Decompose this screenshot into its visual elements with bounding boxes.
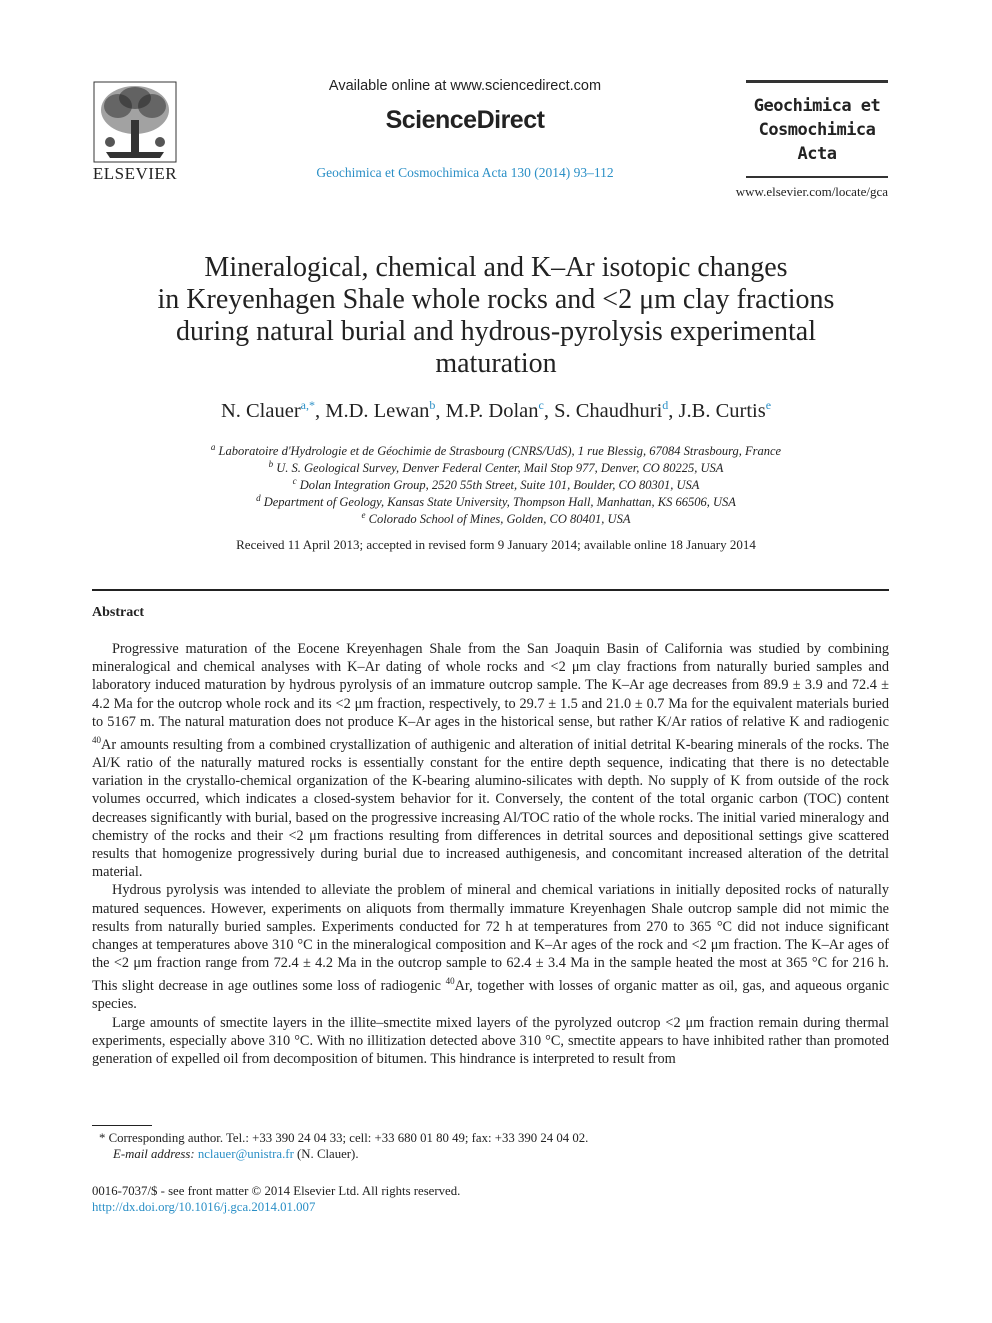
affiliation-marker: d [256, 492, 261, 503]
journal-url[interactable]: www.elsevier.com/locate/gca [735, 184, 888, 199]
affiliation-text: Colorado School of Mines, Golden, CO 80401, USA [368, 512, 631, 526]
affiliation-item [80, 511, 912, 528]
title-line: maturation [435, 348, 557, 379]
affiliation-list [80, 443, 912, 528]
email-note [113, 1147, 813, 1162]
issn-copyright: 0016-7037/$ - see front matter © 2014 Elsevier Ltd. All rights reserved. [92, 1184, 461, 1198]
affiliation-item [80, 494, 912, 511]
author-name: N. Clauer [220, 400, 301, 422]
email-label: E-mail address: [113, 1147, 195, 1161]
isotope-superscript: 40 [445, 976, 455, 987]
affiliation-marker: a [210, 441, 216, 452]
author-name: M.P. Dolan [445, 400, 539, 422]
author-affiliation-link[interactable]: b [429, 398, 436, 413]
affiliation-item [80, 460, 912, 477]
sciencedirect-logo[interactable]: ScienceDirect [385, 106, 545, 134]
affiliation-item [80, 443, 912, 460]
doi-link[interactable]: http://dx.doi.org/10.1016/j.gca.2014.01.007 [92, 1200, 316, 1214]
article-title [100, 252, 892, 380]
affiliation-text: Dolan Integration Group, 2520 55th Street, Suite 101, Boulder, CO 80301, USA [299, 478, 700, 492]
email-link[interactable]: nclauer@unistra.fr [197, 1147, 294, 1161]
affiliation-marker: b [268, 458, 274, 469]
title-line: during natural burial and hydrous-pyrolysis experimental [176, 316, 816, 347]
affiliation-text: Department of Geology, Kansas State University, Thompson Hall, Manhattan, KS 66506, USA [263, 495, 736, 509]
elsevier-logo [86, 80, 184, 184]
author-separator: , [435, 400, 446, 422]
journal-box-bottom-rule [746, 176, 888, 178]
abstract-paragraph: Hydrous pyrolysis was intended to alleviate the problem of mineral and chemical variations in initially deposited rocks of naturally matured sequences. However, experiments on aliquots from thermally immature Kreyenhagen Shale outcrop sample did not mimic the results from naturally buried samples. Experiments conducted for 72 h at temperatures from 270 to 365 °C did not induce significant changes at temperatures above 310 °C in the mineralogical composition and K–Ar ages of the rock and <2 μm fraction. The K–Ar ages of the <2 μm fraction range from 72.4 ± 4.2 Ma in the outcrop sample to 62.4 ± 3.4 Ma in the sample heated the most at 365 °C for 216 h. This slight decrease in age outlines some loss of radiogenic $^{40}$Ar, together with losses of organic matter as oil, gas, and aqueous organic species. [92, 882, 889, 1013]
author-name: S. Chaudhuri [554, 400, 663, 422]
publisher-name: ELSEVIER [92, 164, 178, 183]
affiliation-text: Laboratoire d'Hydrologie et de Géochimie de Strasbourg (CNRS/UdS), 1 rue Blessig, 67084 Strasbourg, France [218, 444, 782, 458]
abstract-paragraph: Progressive maturation of the Eocene Kreyenhagen Shale from the San Joaquin Basin of California was studied by combining mineralogical and chemical analyses with K–Ar dating of whole rocks and <2 μm clay fractions from naturally buried samples and laboratory induced maturation by hydrous pyrolysis of an immature outcrop sample. The K–Ar age decreases from 89.9 ± 3.9 and 72.4 ± 4.2 Ma for the outcrop whole rock and its <2 μm fraction, respectively, to 29.7 ± 1.5 and 21.0 ± 0.7 Ma for the equivalent materials buried to 5167 m. The natural maturation does not produce K–Ar ages in the historical sense, but rather K/Ar ratios of relative K and radiogenic $^{40}$Ar amounts resulting from a combined crystallization of authigenic and alteration of initial detrital K-bearing minerals of the rocks. The Al/K ratio of the naturally matured rocks is essentially constant for the entire depth sequence, indicating that there is no detectable variation in the crystallo-chemical organization of the K-bearing alumino-silicates with depth. No supply of K from outside of the rock volumes occurred, which indicates a closed-system behavior for it. Conversely, the content of the total organic carbon (TOC) content decreases significantly with burial, based on the progressive increasing Al/TOC ratio of the whole rocks. The initial varied mineralogy and chemistry of the rocks and their <2 μm fractions resulting from differences in detrital sources and depositional settings give scattered results that homogenize progressively during burial due to increased authigenesis, and concomitant increased alteration of the detrital material. [92, 641, 889, 881]
author-separator: , [543, 400, 555, 422]
journal-title: Geochimica et Cosmochimica Acta [753, 96, 881, 164]
affiliation-item [80, 477, 912, 494]
author-affiliation-link[interactable]: a,* [300, 398, 315, 413]
section-divider [92, 589, 889, 591]
journal-title-box [746, 80, 888, 178]
author-affiliation-link[interactable]: c [538, 398, 544, 413]
author-separator: , [314, 400, 326, 422]
author-name: M.D. Lewan [325, 400, 430, 422]
available-online-text: Available online at www.sciencedirect.com [328, 78, 602, 94]
abstract-paragraph: Large amounts of smectite layers in the illite–smectite mixed layers of the pyrolyzed outcrop <2 μm fraction remain during thermal experiments, especially above 310 °C. With no illitization detected above 310 °C, smectite appears to have inhibited rather than promoted generation of expelled oil from decomposition of bitumen. This hindrance is interpreted to result from [92, 1014, 889, 1067]
title-line: in Kreyenhagen Shale whole rocks and <2 μm clay fractions [157, 284, 835, 315]
received-dates: Received 11 April 2013; accepted in revised form 9 January 2014; available online 18 January 2014 [236, 537, 756, 552]
author-affiliation-link[interactable]: e [765, 398, 772, 413]
affiliation-marker: e [361, 509, 366, 520]
author-list [80, 400, 912, 423]
elsevier-tree-icon [86, 80, 184, 164]
journal-box-top-rule [746, 80, 888, 83]
corresponding-author-note: * Corresponding author. Tel.: +33 390 24 04 33; cell: +33 680 01 80 49; fax: +33 390 24 04 02. [99, 1131, 589, 1145]
footnote-rule [92, 1125, 152, 1126]
affiliation-text: U. S. Geological Survey, Denver Federal Center, Mail Stop 977, Denver, CO 80225, USA [276, 461, 724, 475]
author-separator: , [668, 400, 679, 422]
isotope-superscript: 40 [92, 735, 101, 746]
affiliation-marker: c [292, 475, 297, 486]
author-name: J.B. Curtis [678, 400, 766, 422]
abstract-body [92, 640, 889, 1068]
title-line: Mineralogical, chemical and K–Ar isotopic changes [204, 252, 788, 283]
journal-citation-link[interactable]: Geochimica et Cosmochimica Acta 130 (2014) 93–112 [316, 165, 614, 180]
email-owner: (N. Clauer). [297, 1147, 359, 1161]
abstract-heading: Abstract [92, 605, 145, 620]
author-affiliation-link[interactable]: d [662, 398, 669, 413]
